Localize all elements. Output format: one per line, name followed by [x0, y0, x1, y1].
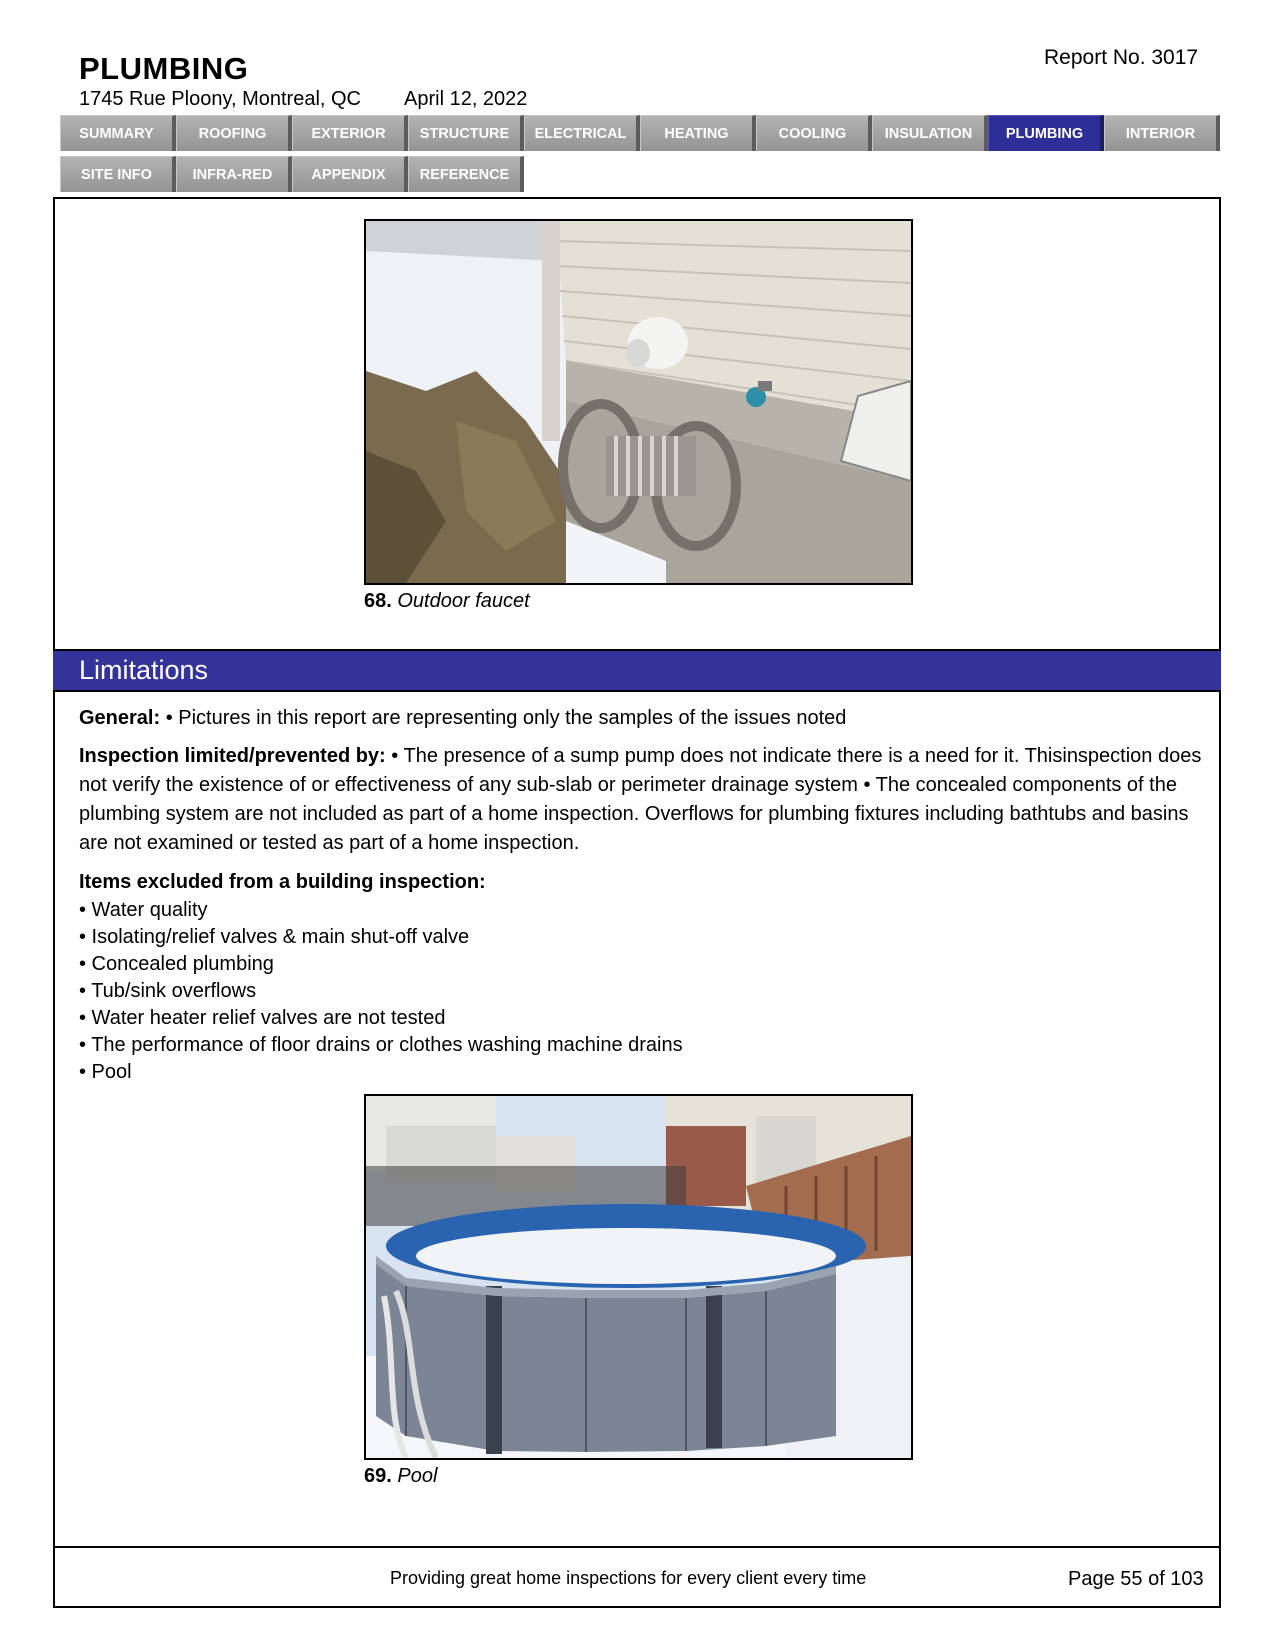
list-item: • The performance of floor drains or clothes washing machine drains [79, 1034, 683, 1056]
tab-structure[interactable]: STRUCTURE [408, 115, 524, 151]
photo-69-caption [364, 1465, 437, 1488]
tab-appendix[interactable]: APPENDIX [292, 156, 408, 192]
list-item: • Isolating/relief valves & main shut-off valve [79, 926, 470, 948]
inspection-date: April 12, 2022 [404, 88, 528, 110]
page-number: Page 55 of 103 [1068, 1568, 1204, 1590]
page-title: PLUMBING [79, 51, 249, 86]
tab-site-info[interactable]: SITE INFO [60, 156, 176, 192]
photo-69-label: Pool [397, 1465, 438, 1487]
list-item: • Pool [79, 1061, 132, 1083]
tab-heating[interactable]: HEATING [640, 115, 756, 151]
property-address: 1745 Rue Ploony, Montreal, QC [79, 88, 362, 110]
tab-cooling[interactable]: COOLING [756, 115, 872, 151]
general-text: • Pictures in this report are representing only the samples of the issues noted [160, 707, 847, 729]
excluded-heading [79, 868, 1214, 897]
photo-pool [364, 1094, 913, 1460]
list-item: • Water quality [79, 899, 208, 921]
tab-reference[interactable]: REFERENCE [408, 156, 524, 192]
list-item: • Concealed plumbing [79, 953, 274, 975]
limitations-header [53, 649, 1221, 692]
general-paragraph [79, 704, 1214, 733]
tab-electrical[interactable]: ELECTRICAL [524, 115, 640, 151]
tab-infra-red[interactable]: INFRA-RED [176, 156, 292, 192]
inspection-limited-text: • The presence of a sump pump does not indicate there is a need for it. Thisinspection does not verify the existence of or effectiveness of any sub-slab or perimeter drainage system • The concealed components of the plumbing system are not included as part of a home inspection. Overflows for plumbing fixtures including bathtubs and basins are not examined or tested as part of a home inspection. [79, 745, 1202, 854]
excluded-label: Items excluded from a building inspection: [79, 871, 486, 893]
tab-summary[interactable]: SUMMARY [60, 115, 176, 151]
inspection-limited-paragraph [79, 742, 1214, 858]
tab-roofing[interactable]: ROOFING [176, 115, 292, 151]
general-label: General: [79, 707, 161, 729]
photo-outdoor-faucet [364, 219, 913, 585]
report-number: Report No. 3017 [1044, 46, 1199, 69]
excluded-items-list [79, 897, 683, 1086]
photo-68-caption [364, 590, 530, 613]
photo-68-label: Outdoor faucet [397, 590, 530, 612]
tab-insulation[interactable]: INSULATION [872, 115, 988, 151]
photo-69-number: 69. [364, 1465, 392, 1487]
photo-68-number: 68. [364, 590, 392, 612]
tab-exterior[interactable]: EXTERIOR [292, 115, 408, 151]
inspection-limited-label: Inspection limited/prevented by: [79, 745, 386, 767]
section-title: Limitations [79, 655, 209, 685]
list-item: • Tub/sink overflows [79, 980, 257, 1002]
list-item: • Water heater relief valves are not tested [79, 1007, 446, 1029]
tab-interior[interactable]: INTERIOR [1104, 115, 1220, 151]
tab-plumbing[interactable]: PLUMBING [988, 115, 1104, 151]
footer-divider [53, 1546, 1221, 1548]
footer-tagline: Providing great home inspections for every client every time [390, 1568, 867, 1588]
